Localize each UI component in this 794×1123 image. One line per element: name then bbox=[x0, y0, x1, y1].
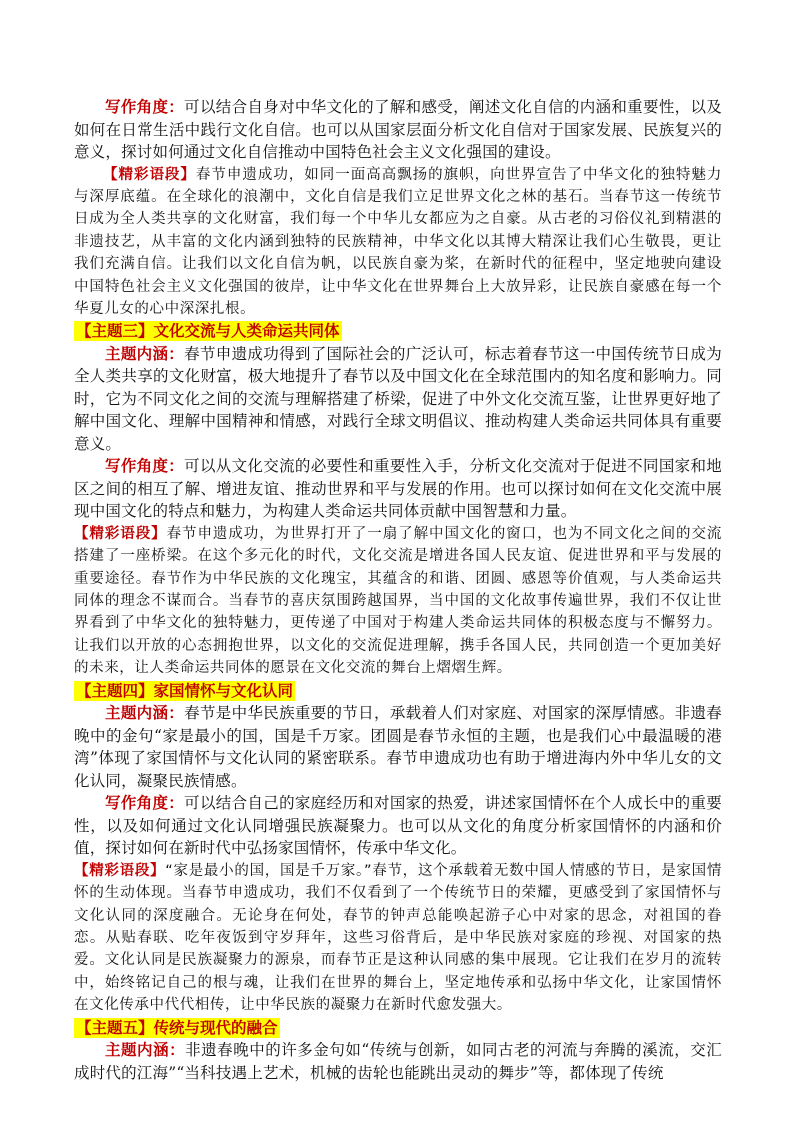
paragraph-label: 【精彩语段】 bbox=[74, 525, 167, 542]
paragraph-text: 春节申遗成功，如同一面高高飘扬的旗帜，向世界宣告了中华文化的独特魅力与深厚底蕴。在全球化的浪潮中，文化自信是我们立足世界文化之林的基石。当春节这一传统节日成为全人类共享的文化财富，我们每一个中华儿女都应为之自豪。从古老的习俗仪礼到精湛的非遗技艺，从丰富的文化内涵到独特的民族精神，中华文化以其博大精深让我们心生敬畏，更让我们充满自信。让我们以文化自信为帆，以民族自豪为桨，在新时代的征程中，坚定地驶向建设中国特色社会主义文化强国的彼岸，让中华文化在世界舞台上大放异彩，让民族自豪感在每一个华夏儿女的心中深深扎根。 bbox=[74, 166, 722, 317]
paragraph-text: 春节是中华民族重要的节日，承载着人们对家庭、对国家的深厚情感。非遗春晚中的金句“家是最小的国，国是千万家。团圆是春节永恒的主题，也是我们心中最温暖的港湾”体现了家国情怀与文化认同的紧密联系。春节申遗成功也有助于增进海内外中华儿女的文化认同，凝聚民族情感。 bbox=[74, 704, 722, 790]
document-body bbox=[74, 96, 722, 1084]
section-heading: 【主题五】传统与现代的融合 bbox=[76, 1017, 278, 1037]
paragraph-label: 写作角度： bbox=[105, 97, 185, 116]
writing-angle-paragraph bbox=[74, 455, 722, 523]
paragraph-text: 可以结合自身对中华文化的了解和感受，阐述文化自信的内涵和重要性，以及如何在日常生活中践行文化自信。也可以从国家层面分析文化自信对于国家发展、民族复兴的意义，探讨如何通过文化自信推动中国特色社会主义文化强国的建设。 bbox=[74, 98, 722, 161]
paragraph-label: 主题内涵： bbox=[105, 703, 185, 723]
paragraph-text: 可以结合自己的家庭经历和对国家的热爱，讲述家国情怀在个人成长中的重要性，以及如何通过文化认同增强民族凝聚力。也可以从文化的角度分析家国情怀的内涵和价值，探讨如何在新时代中弘扬家国情怀，传承中华文化。 bbox=[74, 794, 722, 858]
paragraph-label: 【精彩语段】 bbox=[103, 166, 196, 183]
theme-meaning-paragraph bbox=[74, 1039, 722, 1084]
paragraph-text: 非遗春晚中的许多金句如“传统与创新，如同古老的河流与奔腾的溪流，交汇成时代的江海”“当科技遇上艺术，机械的齿轮也能跳出灵动的舞步”等，都体现了传统 bbox=[74, 1041, 722, 1082]
excerpt-paragraph bbox=[74, 860, 722, 1017]
paragraph-text: 可以从文化交流的必要性和重要性入手，分析文化交流对于促进不同国家和地区之间的相互了解、增进友谊、推动世界和平与发展的作用。也可以探讨如何在文化交流中展现中国文化的特点和魅力，为构建人类命运共同体贡献中国智慧和力量。 bbox=[74, 457, 722, 521]
paragraph-text: 春节申遗成功得到了国际社会的广泛认可，标志着春节这一中国传统节日成为全人类共享的文化财富，极大地提升了春节以及中国文化在全球范围内的知名度和影响力。同时，它为不同文化之间的交流与理解搭建了桥梁，促进了中外文化交流互鉴，让世界更好地了解中国文化、理解中国精神和情感，对践行全球文明倡议、推动构建人类命运共同体具有重要意义。 bbox=[74, 344, 722, 453]
paragraph-label: 主题内涵： bbox=[105, 343, 185, 363]
paragraph-text: 春节申遗成功，为世界打开了一扇了解中国文化的窗口，也为不同文化之间的交流搭建了一座桥梁。在这个多元化的时代，文化交流是增进各国人民友谊、促进世界和平与发展的重要途径。春节作为中华民族的文化瑰宝，其蕴含的和谐、团圆、感恩等价值观，与人类命运共同体的理念不谋而合。当春节的喜庆氛围跨越国界，当中国的文化故事传遍世界，我们不仅让世界看到了中华文化的独特魅力，更传递了中国对于构建人类命运共同体的积极态度与不懈努力。让我们以开放的心态拥抱世界，以文化的交流促进理解，携手各国人民，共同创造一个更加美好的未来，让人类命运共同体的愿景在文化交流的舞台上熠熠生辉。 bbox=[74, 525, 722, 677]
writing-angle-paragraph bbox=[74, 792, 722, 860]
paragraph-text: “家是最小的国，国是千万家。”春节，这个承载着无数中国人情感的节日，是家国情怀的生动体现。当春节申遗成功，我们不仅看到了一个传统节日的荣耀，更感受到了家国情怀与文化认同的深度融合。无论身在何处，春节的钟声总能唤起游子心中对家的思念，对祖国的眷恋。从贴春联、吃年夜饭到守岁拜年，这些习俗背后，是中华民族对家庭的珍视、对国家的热爱。文化认同是民族凝聚力的源泉，而春节正是这种认同感的集中展现。它让我们在岁月的流转中，始终铭记自己的根与魂，让我们在世界的舞台上，坚定地传承和弘扬中华文化，让家国情怀在文化传承中代代相传，让中华民族的凝聚力在新时代愈发强大。 bbox=[74, 862, 722, 1014]
paragraph-label: 主题内涵： bbox=[105, 1040, 186, 1060]
theme-meaning-paragraph bbox=[74, 702, 722, 792]
paragraph-label: 【精彩语段】 bbox=[74, 862, 166, 879]
paragraph-label: 写作角度： bbox=[105, 793, 185, 813]
theme-meaning-paragraph bbox=[74, 343, 722, 456]
section-heading: 【主题三】文化交流与人类命运共同体 bbox=[76, 321, 340, 341]
writing-angle-paragraph bbox=[74, 96, 722, 164]
excerpt-paragraph bbox=[74, 523, 722, 680]
section-heading: 【主题四】家国情怀与文化认同 bbox=[76, 680, 294, 700]
paragraph-label: 写作角度： bbox=[105, 456, 185, 476]
excerpt-paragraph bbox=[74, 164, 722, 321]
